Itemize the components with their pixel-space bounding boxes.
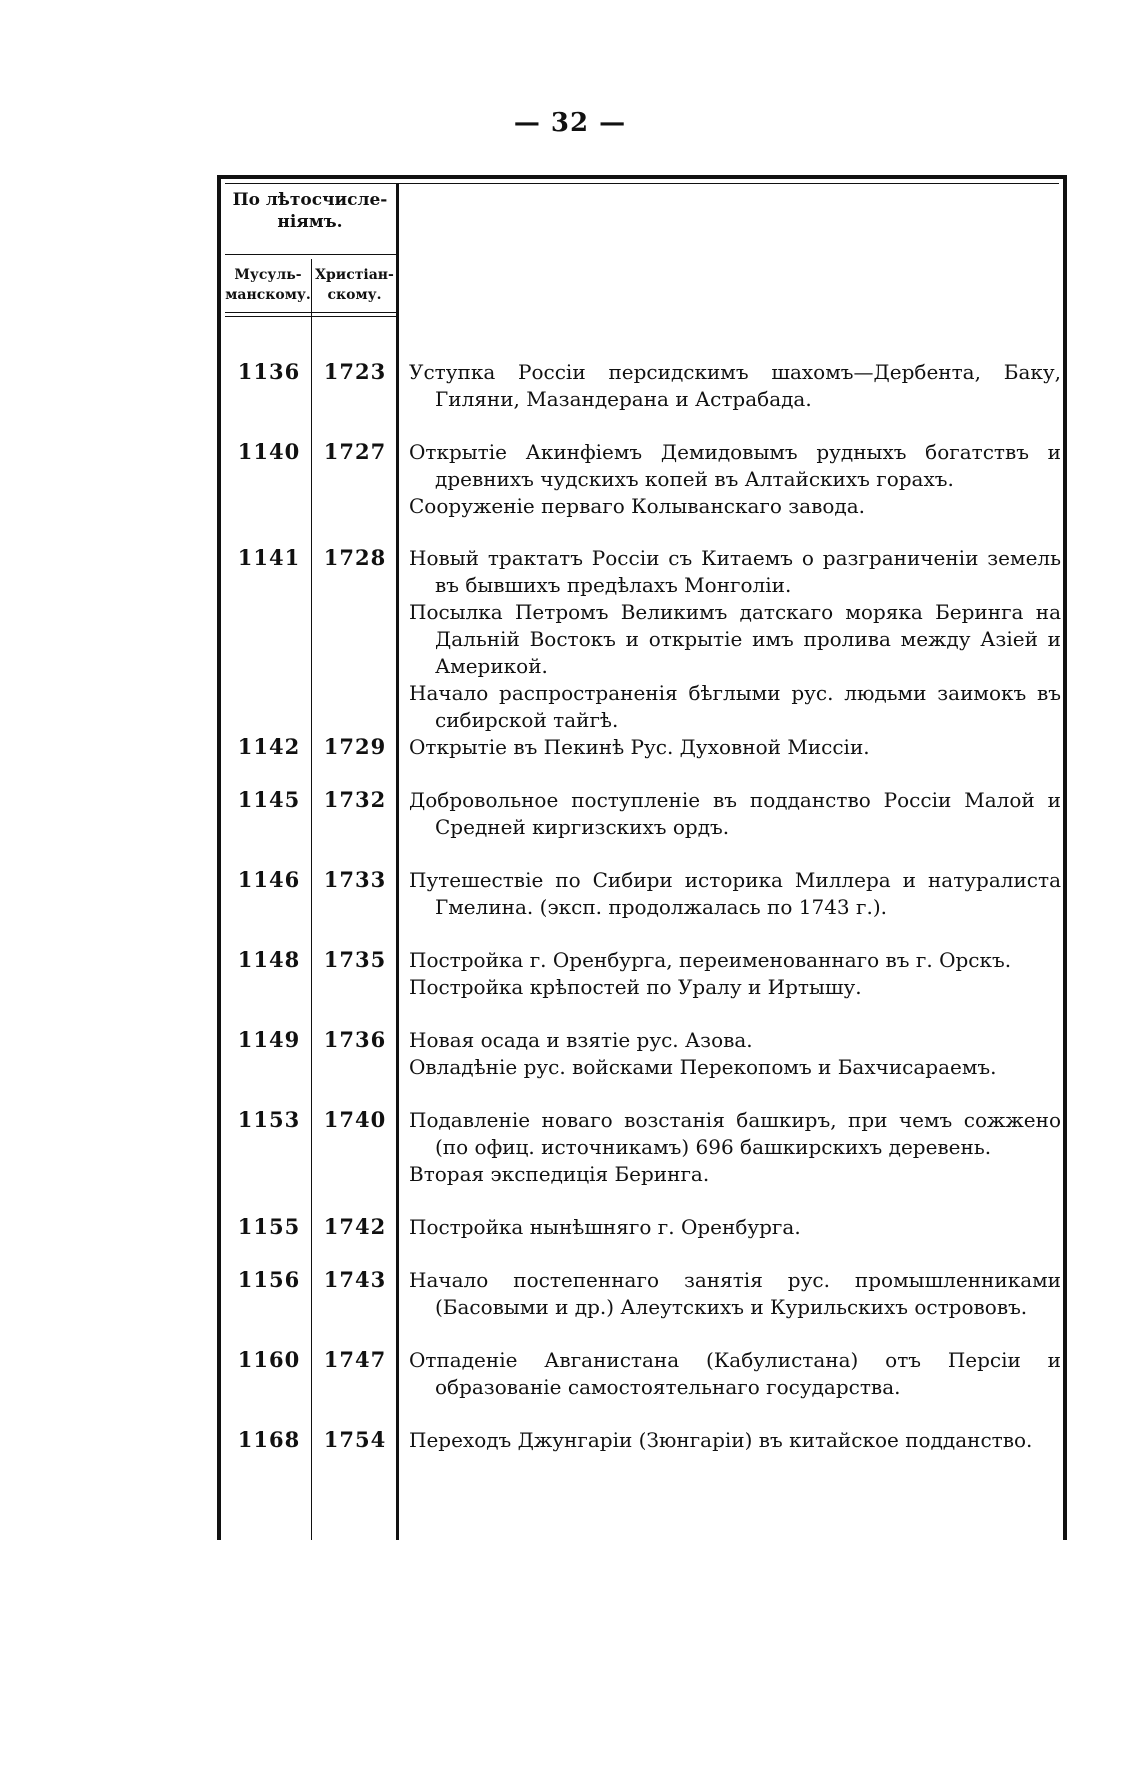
event-list — [409, 867, 1061, 921]
event-text: Овладѣніе рус. войсками Перекопомъ и Бахчисараемъ. — [409, 1055, 997, 1079]
event-text: Новый трактатъ Россіи съ Китаемъ о разграниченіи земель въ бывшихъ предѣлахъ Монголіи. — [409, 546, 1061, 597]
christian-year: 1723 — [323, 359, 387, 384]
header-rule — [225, 254, 396, 255]
christian-year: 1754 — [323, 1427, 387, 1452]
event-list — [409, 787, 1061, 841]
event-text: Подавленіе новаго возстанія башкиръ, при чемъ сожжено (по офиц. источникамъ) 696 башкирскихъ деревень. — [409, 1108, 1061, 1159]
event-text: Уступка Россіи персидскимъ шахомъ—Дербента, Баку, Гиляни, Мазандерана и Астрабада. — [409, 360, 1061, 411]
event-text: Начало распространенія бѣглыми рус. людьми заимокъ въ сибирской тайгѣ. — [409, 681, 1061, 732]
event-text: Отпаденіе Авганистана (Кабулистана) отъ Персіи и образованіе самостоятельнаго государства. — [409, 1348, 1061, 1399]
muslim-year: 1146 — [237, 867, 301, 892]
muslim-year: 1160 — [237, 1347, 301, 1372]
header-double-rule-top — [225, 312, 396, 313]
muslim-year: 1149 — [237, 1027, 301, 1052]
event-list — [409, 545, 1061, 734]
muslim-year: 1153 — [237, 1107, 301, 1132]
page-number: — 32 — — [513, 108, 627, 138]
event-text: Посылка Петромъ Великимъ датскаго моряка Беринга на Дальній Востокъ и открытіе имъ пролива между Азіей и Америкой. — [409, 600, 1061, 678]
event-list — [409, 1214, 1061, 1241]
header-group-title: По лѣтосчисле-ніямъ. — [232, 190, 388, 232]
christian-year: 1742 — [323, 1214, 387, 1239]
event-text: Открытіе въ Пекинѣ Рус. Духовной Миссіи. — [409, 735, 870, 759]
christian-year: 1729 — [323, 734, 387, 759]
event-text: Постройка крѣпостей по Уралу и Иртышу. — [409, 975, 862, 999]
christian-year: 1727 — [323, 439, 387, 464]
chronology-table — [217, 175, 1067, 1540]
muslim-year: 1155 — [237, 1214, 301, 1239]
muslim-year: 1145 — [237, 787, 301, 812]
event-text: Сооруженіе перваго Колыванскаго завода. — [409, 494, 866, 518]
christian-year: 1728 — [323, 545, 387, 570]
column-divider-events — [396, 183, 399, 1540]
event-text: Добровольное поступленіе въ подданство Россіи Малой и Средней киргизскихъ ордъ. — [409, 788, 1061, 839]
header-muslim: Мусуль-манскому. — [225, 267, 311, 303]
event-list — [409, 1347, 1061, 1401]
column-divider-years — [311, 259, 312, 1540]
muslim-year: 1156 — [237, 1267, 301, 1292]
christian-year: 1732 — [323, 787, 387, 812]
header-christian: Христіан-скому. — [315, 267, 394, 303]
muslim-year: 1148 — [237, 947, 301, 972]
event-text: Постройка г. Оренбурга, переименованнаго въ г. Орскъ. — [409, 948, 1012, 972]
muslim-year: 1136 — [237, 359, 301, 384]
event-list — [409, 359, 1061, 413]
event-list — [409, 1427, 1061, 1454]
christian-year: 1740 — [323, 1107, 387, 1132]
christian-year: 1733 — [323, 867, 387, 892]
christian-year: 1735 — [323, 947, 387, 972]
christian-year: 1743 — [323, 1267, 387, 1292]
event-list — [409, 734, 1061, 761]
event-text: Переходъ Джунгаріи (Зюнгаріи) въ китайское подданство. — [409, 1428, 1033, 1452]
event-text: Постройка нынѣшняго г. Оренбурга. — [409, 1215, 801, 1239]
event-text: Вторая экспедиція Беринга. — [409, 1162, 710, 1186]
muslim-year: 1142 — [237, 734, 301, 759]
event-list — [409, 1027, 1061, 1081]
event-list — [409, 439, 1061, 520]
header-double-rule-bottom — [225, 316, 396, 317]
event-text: Новая осада и взятіе рус. Азова. — [409, 1028, 753, 1052]
muslim-year: 1168 — [237, 1427, 301, 1452]
muslim-year: 1141 — [237, 545, 301, 570]
christian-year: 1747 — [323, 1347, 387, 1372]
muslim-year: 1140 — [237, 439, 301, 464]
event-text: Открытіе Акинфіемъ Демидовымъ рудныхъ богатствъ и древнихъ чудскихъ копей въ Алтайскихъ горахъ. — [409, 440, 1061, 491]
event-list — [409, 1267, 1061, 1321]
event-text: Путешествіе по Сибири историка Миллера и натуралиста Гмелина. (эксп. продолжалась по 1743 г.). — [409, 868, 1061, 919]
event-list — [409, 1107, 1061, 1188]
event-text: Начало постепеннаго занятія рус. промышленниками (Басовыми и др.) Алеутскихъ и Курильскихъ острововъ. — [409, 1268, 1061, 1319]
event-list — [409, 947, 1061, 1001]
christian-year: 1736 — [323, 1027, 387, 1052]
